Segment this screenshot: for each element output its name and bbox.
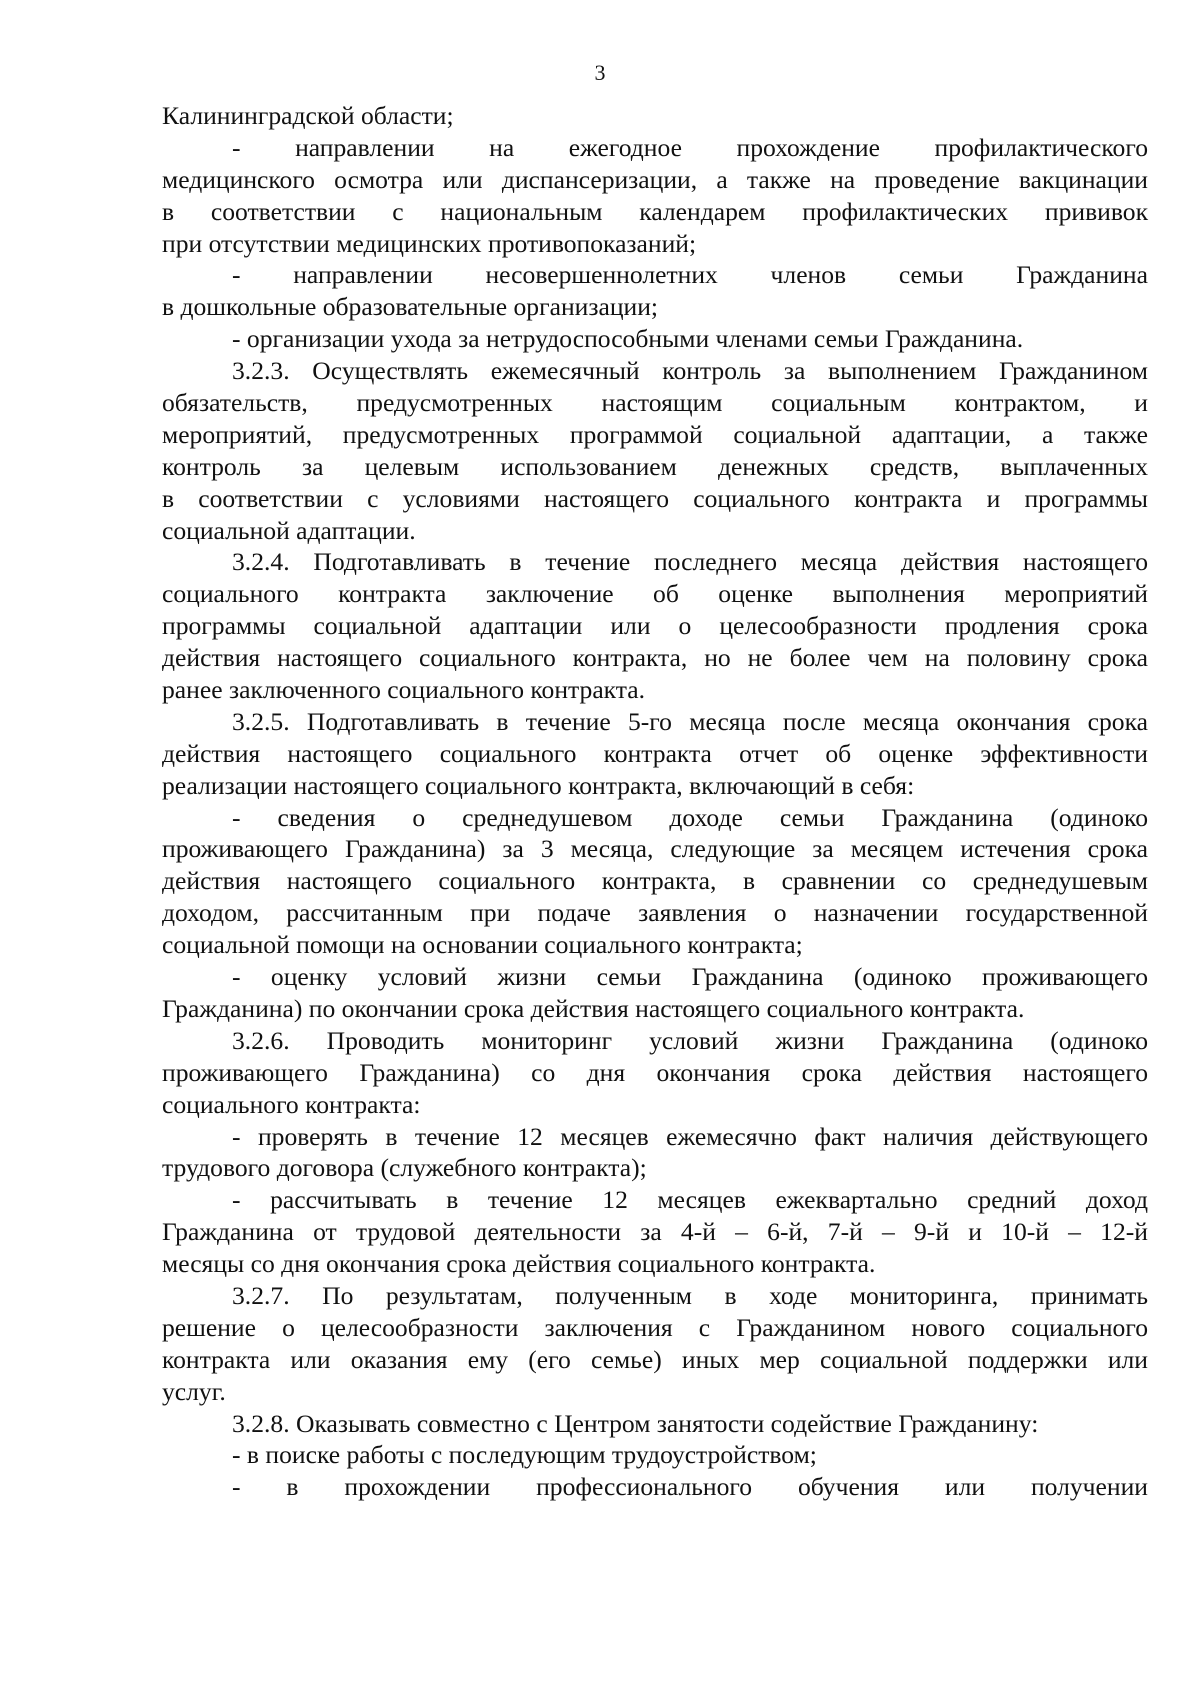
text-line: действия настоящего социального контракта, но не более чем на половину срока xyxy=(162,643,1148,673)
text-line: социального контракта: xyxy=(162,1089,421,1119)
page-number: 3 xyxy=(594,60,606,85)
document-body xyxy=(162,100,1148,1503)
text-line: программы социальной адаптации или о целесообразности продления срока xyxy=(162,611,1148,641)
text-line: 3.2.7. По результатам, полученным в ходе мониторинга, принимать xyxy=(232,1280,1148,1310)
text-line: - направлении на ежегодное прохождение профилактического xyxy=(232,132,1148,162)
text-line: в дошкольные образовательные организации; xyxy=(162,292,659,322)
text-line: социального контракта заключение об оценке выполнения мероприятий xyxy=(162,579,1148,609)
text-line: услуг. xyxy=(162,1376,226,1406)
text-line: реализации настоящего социального контракта, включающий в себя: xyxy=(162,770,915,800)
text-line: - в поиске работы с последующим трудоустройством; xyxy=(232,1440,817,1470)
text-line: 3.2.3. Осуществлять ежемесячный контроль за выполнением Гражданином xyxy=(232,356,1148,386)
text-line: - рассчитывать в течение 12 месяцев ежеквартально средний доход xyxy=(232,1185,1148,1215)
text-line: Гражданина) по окончании срока действия настоящего социального контракта. xyxy=(162,993,1025,1023)
text-line: - сведения о среднедушевом доходе семьи Гражданина (одиноко xyxy=(232,802,1148,832)
text-line: - в прохождении профессионального обучения или получении xyxy=(232,1472,1148,1502)
text-line: контракта или оказания ему (его семье) иных мер социальной поддержки или xyxy=(162,1344,1148,1374)
text-line: месяцы со дня окончания срока действия социального контракта. xyxy=(162,1249,876,1279)
text-line: действия настоящего социального контракта отчет об оценке эффективности xyxy=(162,738,1148,768)
text-line: - направлении несовершеннолетних членов семьи Гражданина xyxy=(232,260,1148,290)
text-line: проживающего Гражданина) за 3 месяца, следующие за месяцем истечения срока xyxy=(162,834,1148,864)
text-line: мероприятий, предусмотренных программой социальной адаптации, а также xyxy=(162,419,1148,449)
text-line: в соответствии с условиями настоящего социального контракта и программы xyxy=(162,483,1148,513)
text-line: ранее заключенного социального контракта. xyxy=(162,675,646,705)
text-line: трудового договора (служебного контракта); xyxy=(162,1153,647,1183)
text-line: социальной адаптации. xyxy=(162,515,416,545)
text-line: решение о целесообразности заключения с Гражданином нового социального xyxy=(162,1312,1148,1342)
text-line: - оценку условий жизни семьи Гражданина (одиноко проживающего xyxy=(232,962,1148,992)
text-line: контроль за целевым использованием денежных средств, выплаченных xyxy=(162,451,1148,481)
text-line: при отсутствии медицинских противопоказаний; xyxy=(162,228,697,258)
text-line: Калининградской области; xyxy=(162,101,454,130)
text-line: - проверять в течение 12 месяцев ежемесячно факт наличия действующего xyxy=(232,1121,1148,1151)
text-line: медицинского осмотра или диспансеризации, а также на проведение вакцинации xyxy=(162,164,1148,194)
text-line: в соответствии с национальным календарем профилактических прививок xyxy=(162,196,1148,226)
text-line: действия настоящего социального контракта, в сравнении со среднедушевым xyxy=(162,866,1148,896)
text-line: доходом, рассчитанным при подаче заявления о назначении государственной xyxy=(162,898,1148,928)
text-line: 3.2.8. Оказывать совместно с Центром занятости содействие Гражданину: xyxy=(232,1408,1039,1438)
text-line: проживающего Гражданина) со дня окончания срока действия настоящего xyxy=(162,1057,1148,1087)
text-line: обязательств, предусмотренных настоящим социальным контрактом, и xyxy=(162,388,1148,418)
text-line: 3.2.4. Подготавливать в течение последнего месяца действия настоящего xyxy=(232,547,1148,577)
text-line: 3.2.5. Подготавливать в течение 5-го месяца после месяца окончания срока xyxy=(232,706,1148,736)
text-line: социальной помощи на основании социального контракта; xyxy=(162,930,803,960)
text-line: 3.2.6. Проводить мониторинг условий жизни Гражданина (одиноко xyxy=(232,1025,1148,1055)
text-line: Гражданина от трудовой деятельности за 4-й – 6-й, 7-й – 9-й и 10-й – 12-й xyxy=(162,1217,1148,1247)
text-line: - организации ухода за нетрудоспособными членами семьи Гражданина. xyxy=(232,324,1024,354)
